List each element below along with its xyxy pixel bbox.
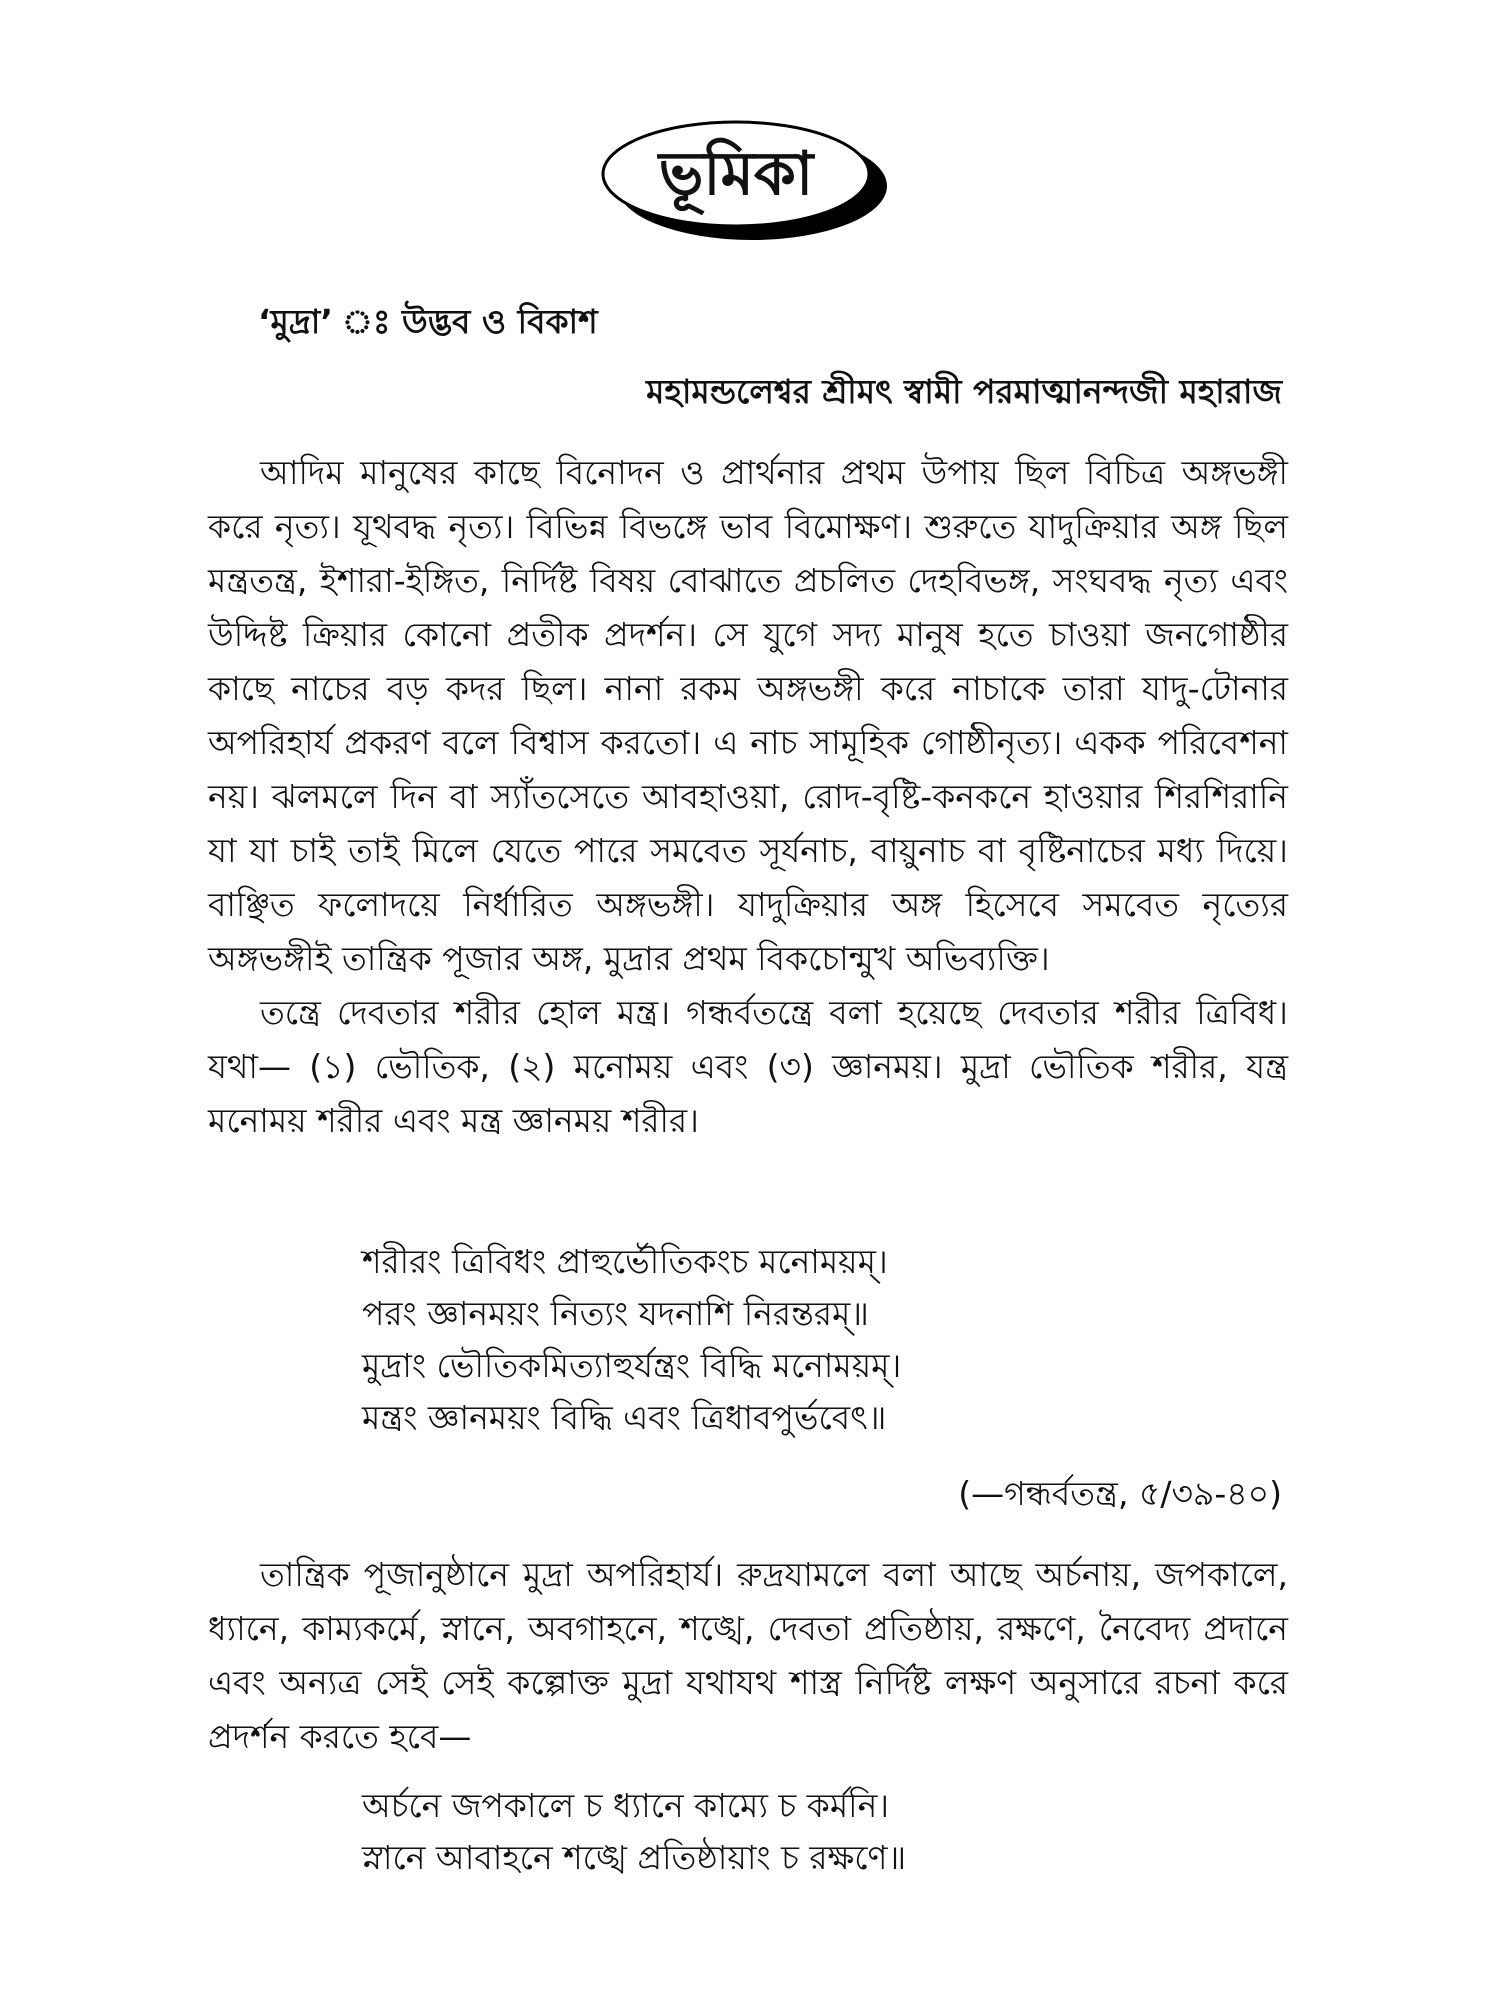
- body-text-2: [208, 1548, 1288, 1764]
- paragraph: তান্ত্রিক পূজানুষ্ঠানে মুদ্রা অপরিহার্য। রুদ্রযামলে বলা আছে অর্চনায়, জপকালে, ধ্যানে, কাম্যকর্মে, স্নানে, অবগাহনে, শঙ্খে, দেবতা প্রতিষ্ঠায়, রক্ষণে, নৈবেদ্য প্রদানে এবং অন্যত্র সেই সেই কল্পোক্ত মুদ্রা যথাযথ শাস্ত্র নির্দিষ্ট লক্ষণ অনুসারে রচনা করে প্রদর্শন করতে হবে—: [208, 1555, 1288, 1756]
- section-heading: ‘মুদ্রা’ ঃ উদ্ভব ও বিকাশ: [258, 302, 598, 341]
- verse-line: মুদ্রাং ভৌতিকমিত্যাহুর্যন্ত্রং বিদ্ধি মনোময়ম্।: [362, 1346, 902, 1385]
- body-text-1: [208, 446, 1288, 1148]
- paragraph: তন্ত্রে দেবতার শরীর হোল মন্ত্র। গন্ধর্বতন্ত্রে বলা হয়েছে দেবতার শরীর ত্রিবিধ। যথা— (১) ভৌতিক, (২) মনোময় এবং (৩) জ্ঞানময়। মুদ্রা ভৌতিক শরীর, যন্ত্র মনোময় শরীর এবং মন্ত্র জ্ঞানময় শরীর।: [208, 993, 1288, 1140]
- verse-line: শরীরং ত্রিবিধং প্রাহুর্ভৌতিকংচ মনোময়ম্।: [362, 1242, 888, 1281]
- paragraph: আদিম মানুষের কাছে বিনোদন ও প্রার্থনার প্রথম উপায় ছিল বিচিত্র অঙ্গভঙ্গী করে নৃত্য। যূথবদ্ধ নৃত্য। বিভিন্ন বিভঙ্গে ভাব বিমোক্ষণ। শুরুতে যাদুক্রিয়ার অঙ্গ ছিল মন্ত্রতন্ত্র, ইশারা-ইঙ্গিত, নির্দিষ্ট বিষয় বোঝাতে প্রচলিত দেহবিভঙ্গ, সংঘবদ্ধ নৃত্য এবং উদ্দিষ্ট ক্রিয়ার কোনো প্রতীক প্রদর্শন। সে যুগে সদ্য মানুষ হতে চাওয়া জনগোষ্ঠীর কাছে নাচের বড় কদর ছিল। নানা রকম অঙ্গভঙ্গী করে নাচাকে তারা যাদু-টোনার অপরিহার্য প্রকরণ বলে বিশ্বাস করতো। এ নাচ সামূহিক গোষ্ঠীনৃত্য। একক পরিবেশনা নয়। ঝলমলে দিন বা স্যাঁতসেতে আবহাওয়া, রোদ-বৃষ্টি-কনকনে হাওয়ার শিরশিরানি যা যা চাই তাই মিলে যেতে পারে সমবেত সূর্যনাচ, বায়ুনাচ বা বৃষ্টিনাচের মধ্য দিয়ে। বাঞ্ছিত ফলোদয়ে নির্ধারিত অঙ্গভঙ্গী। যাদুক্রিয়ার অঙ্গ হিসেবে সমবেত নৃত্যের অঙ্গভঙ্গীই তান্ত্রিক পূজার অঙ্গ, মুদ্রার প্রথম বিকচোন্মুখ অভিব্যক্তি।: [208, 453, 1288, 978]
- verse-gandharva: [362, 1236, 901, 1444]
- page-title: ভূমিকা: [658, 139, 814, 209]
- title-badge: [600, 118, 900, 248]
- verse-rudrayamala: [362, 1780, 906, 1884]
- verse-line: স্নানে আবাহনে শঙ্খে প্রতিষ্ঠায়াং চ রক্ষণে॥: [362, 1838, 907, 1877]
- verse-citation: (—গন্ধর্বতন্ত্র, ৫/৩৯-৪০): [958, 1474, 1282, 1513]
- verse-line: অর্চনে জপকালে চ ধ্যানে কাম্যে চ কর্মনি।: [362, 1786, 890, 1825]
- verse-line: পরং জ্ঞানময়ং নিত্যং যদনাশি নিরন্তরম্॥: [362, 1294, 869, 1333]
- author-line: মহামন্ডলেশ্বর শ্রীমৎ স্বামী পরমাত্মানন্দজী মহারাজ: [646, 372, 1282, 411]
- verse-line: মন্ত্রং জ্ঞানময়ং বিদ্ধি এবং ত্রিধাবপুর্ভবেৎ॥: [362, 1398, 887, 1437]
